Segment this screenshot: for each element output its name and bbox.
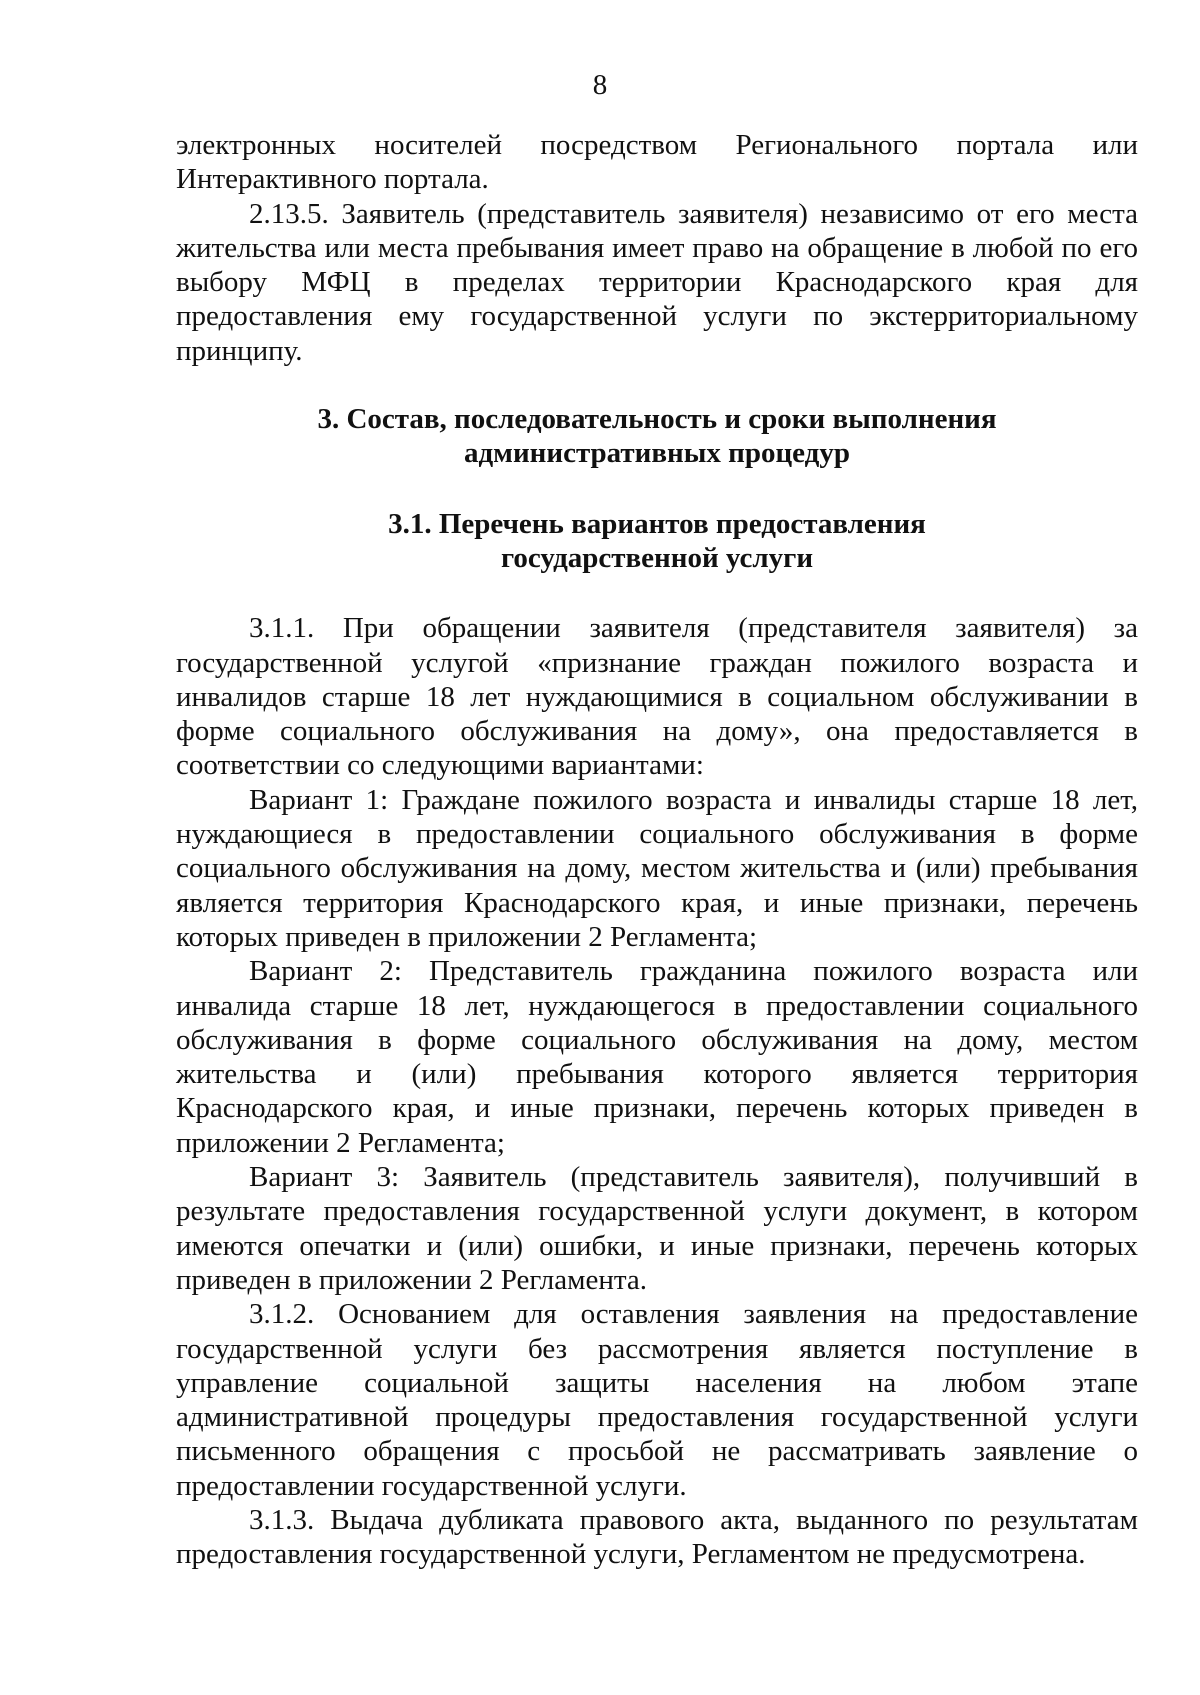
- paragraph-3-1-3: 3.1.3. Выдача дубликата правового акта, выданного по результатам предоставления государственной услуги, Регламентом не предусмотрена.: [176, 1503, 1138, 1571]
- subsection-heading-line-2: государственной услуги: [500, 541, 814, 574]
- page-number: 8: [592, 69, 608, 101]
- document-body: [176, 128, 1138, 1572]
- section-heading-line-1: 3. Состав, последовательность и сроки выполнения: [317, 403, 997, 436]
- paragraph-3-1-1: 3.1.1. При обращении заявителя (представителя заявителя) за государственной услугой «признание граждан пожилого возраста и инвалидов старше 18 лет нуждающимися в социальном обслуживании в форме социального обслуживания на дому», она предоставляется в соответствии со следующими вариантами:: [176, 612, 1138, 782]
- paragraph-2-13-5: 2.13.5. Заявитель (представитель заявителя) независимо от его места жительства или места пребывания имеет право на обращение в любой по его выбору МФЦ в пределах территории Краснодарского края для предоставления ему государственной услуги по экстерриториальному принципу.: [176, 197, 1138, 367]
- main-paragraphs: [176, 611, 1138, 1571]
- section-heading: [176, 402, 1138, 471]
- paragraph-variant-1: Вариант 1: Граждане пожилого возраста и инвалиды старше 18 лет, нуждающиеся в предоставлении социального обслуживания в форме социального обслуживания на дому, местом жительства и (или) пребывания является территория Краснодарского края, и иные признаки, перечень которых приведен в приложении 2 Регламента;: [176, 783, 1138, 953]
- subsection-heading: [176, 507, 1138, 576]
- section-heading-line-2: административных процедур: [464, 437, 850, 470]
- paragraph-continuation: электронных носителей посредством Регионального портала или Интерактивного портала.: [176, 129, 1138, 196]
- paragraph-variant-3: Вариант 3: Заявитель (представитель заявителя), получивший в результате предоставления государственной услуги документ, в котором имеются опечатки и (или) ошибки, и иные признаки, перечень которых приведен в приложении 2 Регламента.: [176, 1161, 1138, 1296]
- paragraph-variant-2: Вариант 2: Представитель гражданина пожилого возраста или инвалида старше 18 лет, нуждающегося в предоставлении социального обслуживания в форме социального обслуживания на дому, местом жительства и (или) пребывания которого является территория Краснодарского края, и иные признаки, перечень которых приведен в приложении 2 Регламента;: [176, 955, 1138, 1159]
- paragraph-3-1-2: 3.1.2. Основанием для оставления заявления на предоставление государственной услуги без рассмотрения является поступление в управление социальной защиты населения на любом этапе административной процедуры предоставления государственной услуги письменного обращения с просьбой не рассматривать заявление о предоставлении государственной услуги.: [176, 1298, 1138, 1502]
- subsection-heading-line-1: 3.1. Перечень вариантов предоставления: [388, 507, 926, 540]
